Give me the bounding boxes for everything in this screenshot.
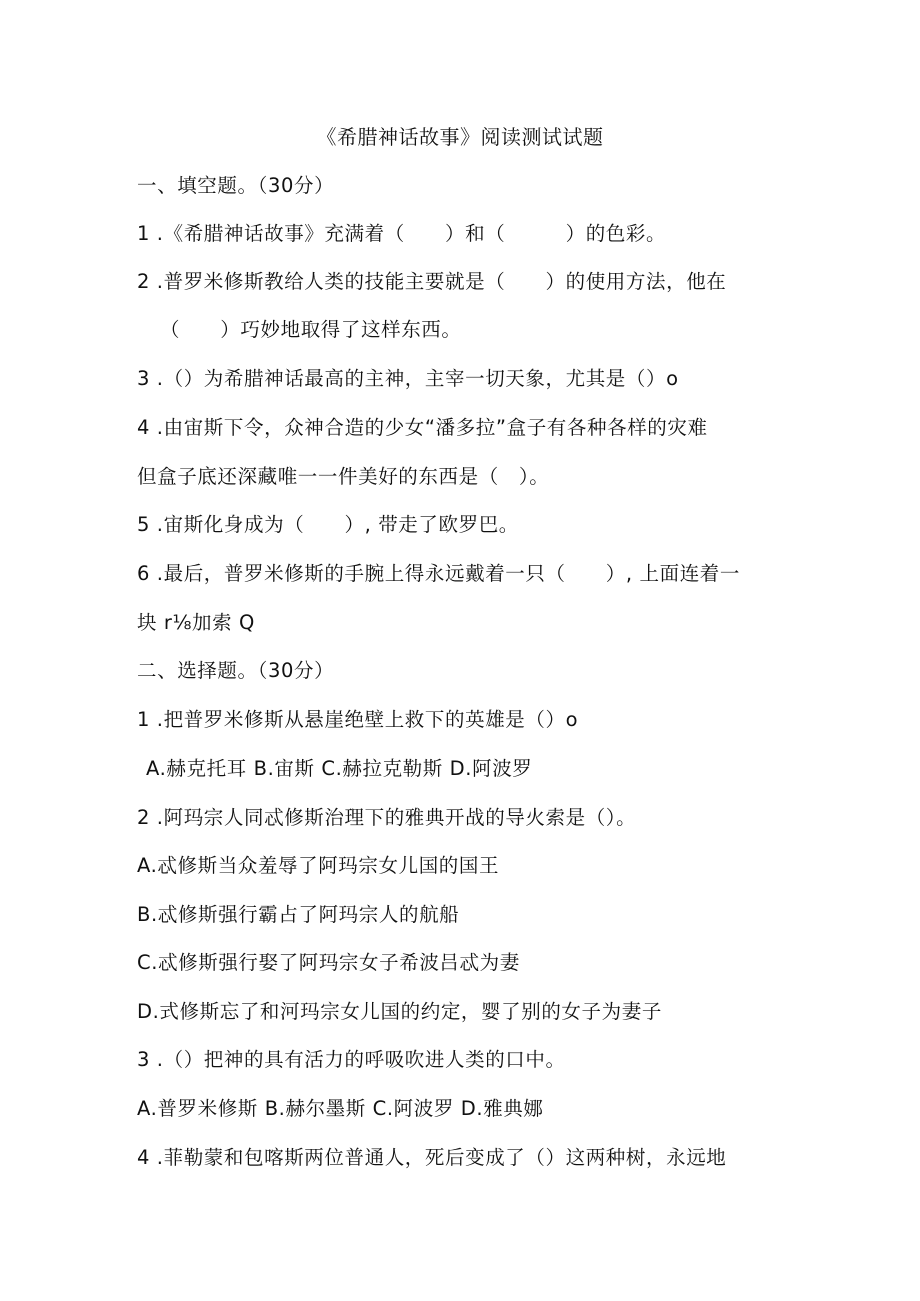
document-title: 《希腊神话故事》阅读测试试题 bbox=[316, 125, 604, 149]
question-fill-1: 1 .《希腊神话故事》充满着（ ）和（ ）的色彩。 bbox=[137, 222, 667, 245]
question-choice-1-options: A.赫克托耳 B.宙斯 C.赫拉克勒斯 D.阿波罗 bbox=[146, 757, 533, 780]
question-choice-2-option-d: D.式修斯忘了和河玛宗女儿国的约定，婴了别的女子为妻子 bbox=[137, 1000, 662, 1023]
question-choice-4-line1: 4 .菲勒蒙和包喀斯两位普通人，死后变成了（）这两种树，永远地 bbox=[137, 1146, 727, 1169]
question-fill-5: 5 .宙斯化身成为（ ）, 带走了欧罗巴。 bbox=[137, 513, 519, 536]
question-fill-6-line1: 6 .最后，普罗米修斯的手腕上得永远戴着一只（ ）, 上面连着一 bbox=[137, 562, 741, 585]
question-choice-3: 3 .（）把神的具有活力的呼吸吹进人类的口中。 bbox=[137, 1048, 566, 1071]
question-choice-2-option-c: C.忒修斯强行娶了阿玛宗女子希波吕忒为妻 bbox=[137, 951, 520, 974]
question-choice-2-option-a: A.忒修斯当众羞辱了阿玛宗女儿国的国王 bbox=[137, 854, 500, 877]
section-heading-fill-in: 一、填空题。（30分） bbox=[137, 174, 335, 197]
section-heading-choice: 二、选择题。（30分） bbox=[137, 659, 335, 682]
question-fill-2-line1: 2 .普罗米修斯教给人类的技能主要就是（ ）的使用方法，他在 bbox=[137, 270, 727, 293]
question-fill-2-line2: （ ）巧妙地取得了这样东西。 bbox=[160, 318, 462, 341]
question-fill-3: 3 .（）为希腊神话最高的主神，主宰一切天象，尤其是（）o bbox=[137, 367, 679, 390]
question-choice-2: 2 .阿玛宗人同忒修斯治理下的雅典开战的导火索是（）。 bbox=[137, 806, 637, 829]
question-fill-6-line2: 块 r⅛加索 Q bbox=[137, 611, 255, 634]
question-choice-1: 1 .把普罗米修斯从悬崖绝壁上救下的英雄是（）o bbox=[137, 708, 579, 731]
question-choice-3-options: A.普罗米修斯 B.赫尔墨斯 C.阿波罗 D.雅典娜 bbox=[137, 1097, 544, 1120]
question-fill-4-line1: 4 .由宙斯下令，众神合造的少女“潘多拉”盒子有各种各样的灾难 bbox=[137, 416, 708, 439]
question-choice-2-option-b: B.忒修斯强行霸占了阿玛宗人的航船 bbox=[137, 903, 460, 926]
question-fill-4-line2: 但盒子底还深藏唯一一件美好的东西是（ ）。 bbox=[137, 465, 550, 488]
